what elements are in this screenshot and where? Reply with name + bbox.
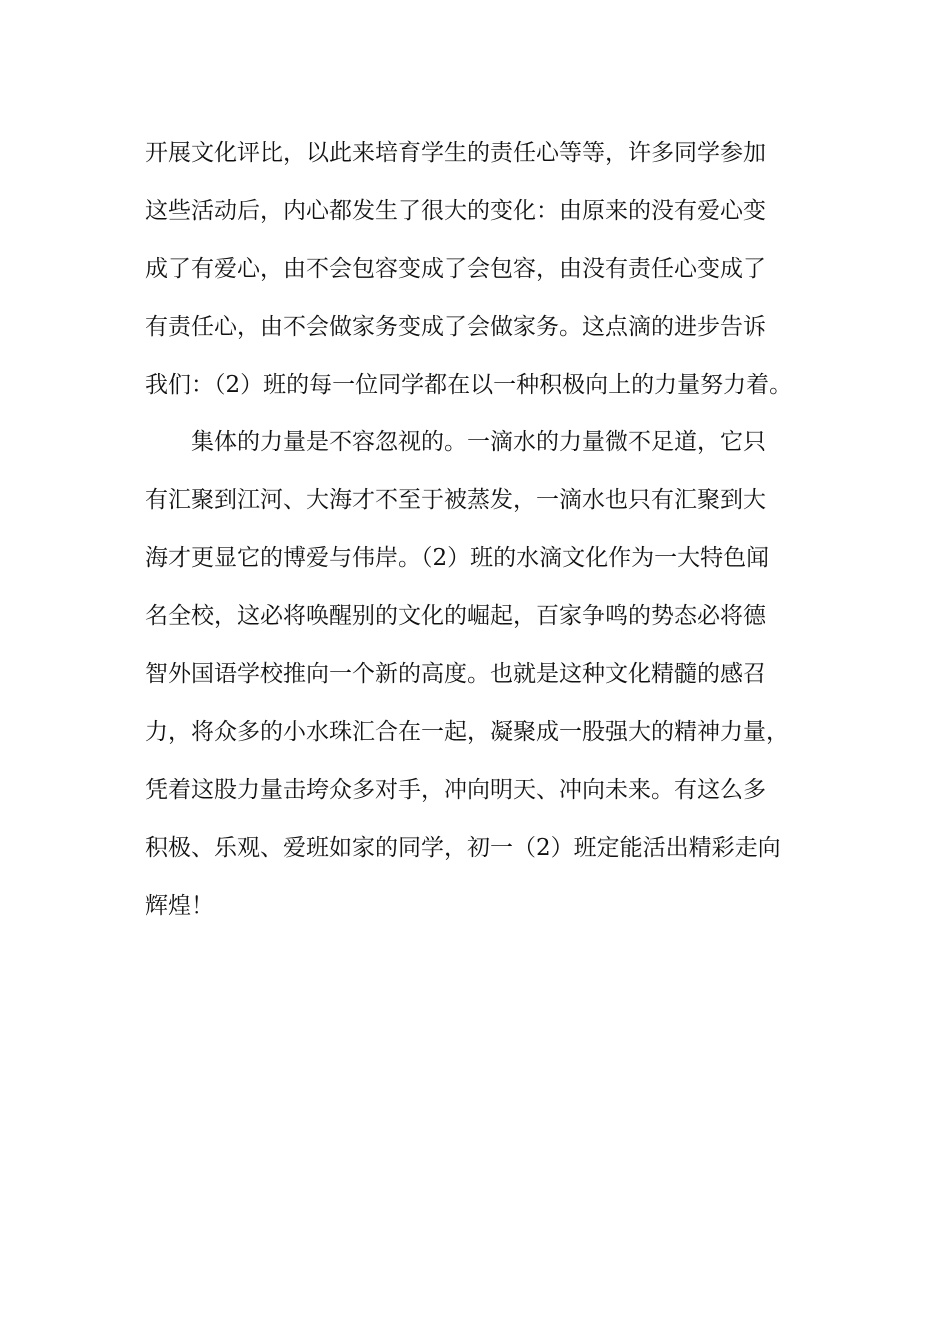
- text-line: 这些活动后，内心都发生了很大的变化：由原来的没有爱心变: [145, 197, 766, 224]
- text-line: 凭着这股力量击垮众多对手，冲向明天、冲向未来。有这么多: [145, 776, 766, 803]
- text-line: 开展文化评比，以此来培育学生的责任心等等，许多同学参加: [145, 140, 766, 166]
- text-line: 有汇聚到江河、大海才不至于被蒸发，一滴水也只有汇聚到大: [145, 487, 766, 514]
- text-line: 海才更显它的博爱与伟岸。（2）班的水滴文化作为一大特色闻: [145, 545, 770, 572]
- text-line: 名全校，这必将唤醒别的文化的崛起，百家争鸣的势态必将德: [145, 603, 766, 630]
- text-line: 我们：（2）班的每一位同学都在以一种积极向上的力量努力着。: [145, 371, 793, 398]
- text-line: 力，将众多的小水珠汇合在一起，凝聚成一股强大的精神力量，: [145, 718, 789, 745]
- text-line: 辉煌！: [145, 892, 214, 919]
- text-line: 智外国语学校推向一个新的高度。也就是这种文化精髓的感召: [145, 661, 766, 688]
- text-line: 积极、乐观、爱班如家的同学，初一（2）班定能活出精彩走向: [145, 834, 781, 861]
- text-line: 有责任心，由不会做家务变成了会做家务。这点滴的进步告诉: [145, 313, 766, 340]
- body-text: [145, 131, 825, 941]
- text-line: 集体的力量是不容忽视的。一滴水的力量微不足道，它只: [145, 429, 766, 456]
- text-line: 成了有爱心，由不会包容变成了会包容，由没有责任心变成了: [145, 255, 766, 282]
